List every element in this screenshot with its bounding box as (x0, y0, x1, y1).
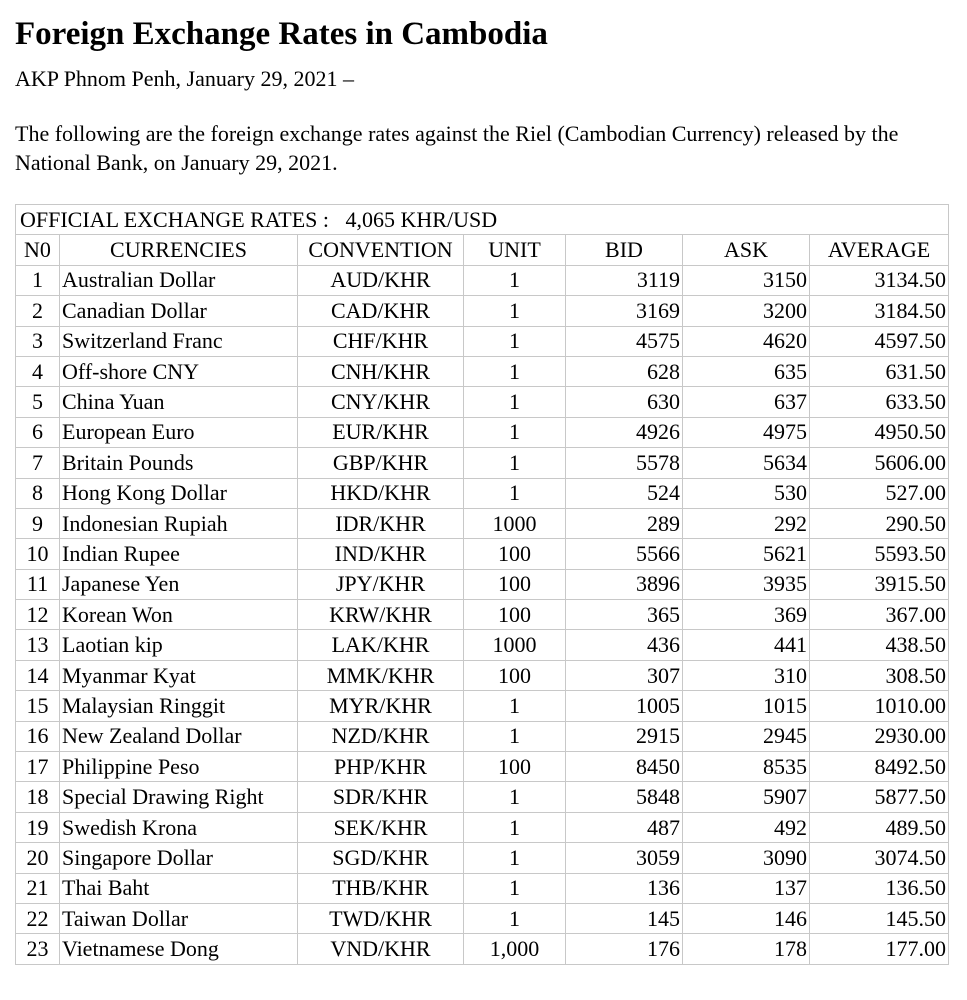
cell-bid: 145 (566, 903, 683, 933)
official-rate-cell (16, 205, 949, 235)
cell-bid: 630 (566, 387, 683, 417)
cell-unit: 1 (464, 326, 566, 356)
cell-ask: 635 (683, 356, 810, 386)
cell-no: 16 (16, 721, 60, 751)
cell-ask: 1015 (683, 691, 810, 721)
cell-ask: 369 (683, 600, 810, 630)
cell-average: 5877.50 (810, 782, 949, 812)
cell-currency: Vietnamese Dong (60, 934, 298, 964)
cell-bid: 436 (566, 630, 683, 660)
cell-ask: 4620 (683, 326, 810, 356)
cell-no: 23 (16, 934, 60, 964)
cell-unit: 1 (464, 691, 566, 721)
cell-bid: 3059 (566, 843, 683, 873)
cell-currency: Myanmar Kyat (60, 660, 298, 690)
table-row (16, 903, 949, 933)
cell-no: 12 (16, 600, 60, 630)
cell-no: 13 (16, 630, 60, 660)
cell-convention: CNH/KHR (298, 356, 464, 386)
cell-unit: 1 (464, 873, 566, 903)
cell-unit: 1 (464, 812, 566, 842)
table-row (16, 508, 949, 538)
cell-ask: 4975 (683, 417, 810, 447)
cell-convention: THB/KHR (298, 873, 464, 903)
cell-unit: 1 (464, 478, 566, 508)
cell-currency: Japanese Yen (60, 569, 298, 599)
table-row (16, 812, 949, 842)
official-rate-value: 4,065 KHR/USD (345, 206, 498, 232)
cell-convention: CNY/KHR (298, 387, 464, 417)
table-row (16, 265, 949, 295)
cell-bid: 487 (566, 812, 683, 842)
cell-ask: 178 (683, 934, 810, 964)
cell-ask: 3090 (683, 843, 810, 873)
cell-average: 8492.50 (810, 752, 949, 782)
cell-ask: 2945 (683, 721, 810, 751)
cell-bid: 5848 (566, 782, 683, 812)
cell-ask: 637 (683, 387, 810, 417)
cell-convention: EUR/KHR (298, 417, 464, 447)
cell-convention: TWD/KHR (298, 903, 464, 933)
table-row (16, 478, 949, 508)
table-row (16, 843, 949, 873)
cell-no: 9 (16, 508, 60, 538)
cell-bid: 3896 (566, 569, 683, 599)
cell-currency: Britain Pounds (60, 448, 298, 478)
table-row (16, 296, 949, 326)
cell-ask: 292 (683, 508, 810, 538)
cell-no: 6 (16, 417, 60, 447)
cell-currency: Off-shore CNY (60, 356, 298, 386)
cell-average: 438.50 (810, 630, 949, 660)
cell-convention: CHF/KHR (298, 326, 464, 356)
cell-bid: 307 (566, 660, 683, 690)
cell-average: 136.50 (810, 873, 949, 903)
cell-currency: China Yuan (60, 387, 298, 417)
article-title: Foreign Exchange Rates in Cambodia (15, 16, 548, 52)
table-row (16, 448, 949, 478)
cell-unit: 1 (464, 265, 566, 295)
cell-convention: SDR/KHR (298, 782, 464, 812)
cell-average: 308.50 (810, 660, 949, 690)
cell-ask: 492 (683, 812, 810, 842)
cell-unit: 1 (464, 356, 566, 386)
cell-ask: 530 (683, 478, 810, 508)
cell-unit: 1,000 (464, 934, 566, 964)
cell-currency: New Zealand Dollar (60, 721, 298, 751)
cell-convention: MMK/KHR (298, 660, 464, 690)
cell-currency: Singapore Dollar (60, 843, 298, 873)
cell-convention: AUD/KHR (298, 265, 464, 295)
exchange-rates-table (15, 204, 949, 965)
cell-average: 290.50 (810, 508, 949, 538)
cell-ask: 5907 (683, 782, 810, 812)
cell-unit: 1 (464, 448, 566, 478)
cell-currency: Taiwan Dollar (60, 903, 298, 933)
table-row (16, 356, 949, 386)
header-no: N0 (16, 235, 60, 265)
cell-unit: 1 (464, 417, 566, 447)
cell-unit: 1000 (464, 630, 566, 660)
cell-average: 5606.00 (810, 448, 949, 478)
article-intro: The following are the foreign exchange rates against the Riel (Cambodian Currency) released by the National Bank, on January 29, 2021. (15, 121, 899, 175)
cell-ask: 441 (683, 630, 810, 660)
cell-no: 10 (16, 539, 60, 569)
cell-no: 18 (16, 782, 60, 812)
table-row (16, 569, 949, 599)
cell-bid: 4926 (566, 417, 683, 447)
cell-currency: Laotian kip (60, 630, 298, 660)
cell-currency: Malaysian Ringgit (60, 691, 298, 721)
cell-currency: Indian Rupee (60, 539, 298, 569)
cell-currency: Swedish Krona (60, 812, 298, 842)
official-rate-label: OFFICIAL EXCHANGE RATES : (20, 206, 330, 232)
cell-average: 3134.50 (810, 265, 949, 295)
cell-unit: 1 (464, 296, 566, 326)
header-ask: ASK (683, 235, 810, 265)
rates-table-body (16, 205, 949, 965)
cell-bid: 628 (566, 356, 683, 386)
header-unit: UNIT (464, 235, 566, 265)
cell-ask: 137 (683, 873, 810, 903)
cell-average: 3915.50 (810, 569, 949, 599)
cell-currency: Canadian Dollar (60, 296, 298, 326)
cell-ask: 3935 (683, 569, 810, 599)
header-convention: CONVENTION (298, 235, 464, 265)
cell-average: 4597.50 (810, 326, 949, 356)
header-currencies: CURRENCIES (60, 235, 298, 265)
cell-no: 22 (16, 903, 60, 933)
cell-currency: Indonesian Rupiah (60, 508, 298, 538)
table-row (16, 600, 949, 630)
table-row (16, 873, 949, 903)
table-row (16, 934, 949, 964)
cell-no: 19 (16, 812, 60, 842)
cell-no: 17 (16, 752, 60, 782)
header-average: AVERAGE (810, 235, 949, 265)
official-rate-row (16, 205, 949, 235)
cell-no: 14 (16, 660, 60, 690)
cell-bid: 4575 (566, 326, 683, 356)
cell-no: 21 (16, 873, 60, 903)
cell-no: 5 (16, 387, 60, 417)
cell-no: 7 (16, 448, 60, 478)
cell-convention: IND/KHR (298, 539, 464, 569)
cell-convention: HKD/KHR (298, 478, 464, 508)
article-dateline: AKP Phnom Penh, January 29, 2021 – (15, 66, 354, 91)
table-row (16, 782, 949, 812)
cell-ask: 310 (683, 660, 810, 690)
cell-no: 20 (16, 843, 60, 873)
cell-no: 8 (16, 478, 60, 508)
cell-no: 2 (16, 296, 60, 326)
cell-unit: 1000 (464, 508, 566, 538)
table-header-row (16, 235, 949, 265)
table-row (16, 752, 949, 782)
cell-average: 633.50 (810, 387, 949, 417)
table-row (16, 660, 949, 690)
cell-bid: 2915 (566, 721, 683, 751)
cell-average: 3184.50 (810, 296, 949, 326)
cell-convention: MYR/KHR (298, 691, 464, 721)
cell-no: 15 (16, 691, 60, 721)
cell-bid: 3169 (566, 296, 683, 326)
cell-unit: 100 (464, 600, 566, 630)
cell-no: 11 (16, 569, 60, 599)
cell-unit: 1 (464, 843, 566, 873)
table-row (16, 387, 949, 417)
cell-bid: 136 (566, 873, 683, 903)
cell-unit: 1 (464, 721, 566, 751)
cell-currency: Thai Baht (60, 873, 298, 903)
cell-currency: Special Drawing Right (60, 782, 298, 812)
cell-currency: Australian Dollar (60, 265, 298, 295)
table-row (16, 630, 949, 660)
cell-average: 177.00 (810, 934, 949, 964)
cell-currency: Switzerland Franc (60, 326, 298, 356)
cell-unit: 100 (464, 569, 566, 599)
cell-convention: NZD/KHR (298, 721, 464, 751)
table-row (16, 691, 949, 721)
cell-convention: KRW/KHR (298, 600, 464, 630)
cell-bid: 289 (566, 508, 683, 538)
cell-convention: PHP/KHR (298, 752, 464, 782)
table-row (16, 326, 949, 356)
cell-bid: 1005 (566, 691, 683, 721)
cell-bid: 3119 (566, 265, 683, 295)
cell-unit: 100 (464, 660, 566, 690)
cell-currency: Hong Kong Dollar (60, 478, 298, 508)
cell-bid: 365 (566, 600, 683, 630)
cell-currency: Philippine Peso (60, 752, 298, 782)
header-bid: BID (566, 235, 683, 265)
table-row (16, 539, 949, 569)
cell-unit: 1 (464, 782, 566, 812)
cell-currency: Korean Won (60, 600, 298, 630)
cell-ask: 3200 (683, 296, 810, 326)
table-row (16, 417, 949, 447)
cell-convention: CAD/KHR (298, 296, 464, 326)
cell-convention: IDR/KHR (298, 508, 464, 538)
cell-bid: 524 (566, 478, 683, 508)
cell-ask: 146 (683, 903, 810, 933)
cell-convention: SGD/KHR (298, 843, 464, 873)
cell-average: 1010.00 (810, 691, 949, 721)
cell-average: 527.00 (810, 478, 949, 508)
cell-average: 5593.50 (810, 539, 949, 569)
cell-average: 145.50 (810, 903, 949, 933)
cell-bid: 8450 (566, 752, 683, 782)
cell-convention: JPY/KHR (298, 569, 464, 599)
cell-average: 2930.00 (810, 721, 949, 751)
cell-average: 3074.50 (810, 843, 949, 873)
cell-unit: 100 (464, 539, 566, 569)
cell-no: 4 (16, 356, 60, 386)
cell-currency: European Euro (60, 417, 298, 447)
cell-unit: 100 (464, 752, 566, 782)
cell-convention: LAK/KHR (298, 630, 464, 660)
cell-unit: 1 (464, 903, 566, 933)
cell-convention: SEK/KHR (298, 812, 464, 842)
cell-convention: VND/KHR (298, 934, 464, 964)
cell-ask: 5621 (683, 539, 810, 569)
cell-ask: 5634 (683, 448, 810, 478)
cell-average: 367.00 (810, 600, 949, 630)
cell-average: 631.50 (810, 356, 949, 386)
cell-ask: 3150 (683, 265, 810, 295)
cell-average: 489.50 (810, 812, 949, 842)
cell-average: 4950.50 (810, 417, 949, 447)
cell-convention: GBP/KHR (298, 448, 464, 478)
cell-bid: 5578 (566, 448, 683, 478)
cell-bid: 5566 (566, 539, 683, 569)
cell-no: 1 (16, 265, 60, 295)
cell-unit: 1 (464, 387, 566, 417)
cell-bid: 176 (566, 934, 683, 964)
cell-ask: 8535 (683, 752, 810, 782)
table-row (16, 721, 949, 751)
cell-no: 3 (16, 326, 60, 356)
